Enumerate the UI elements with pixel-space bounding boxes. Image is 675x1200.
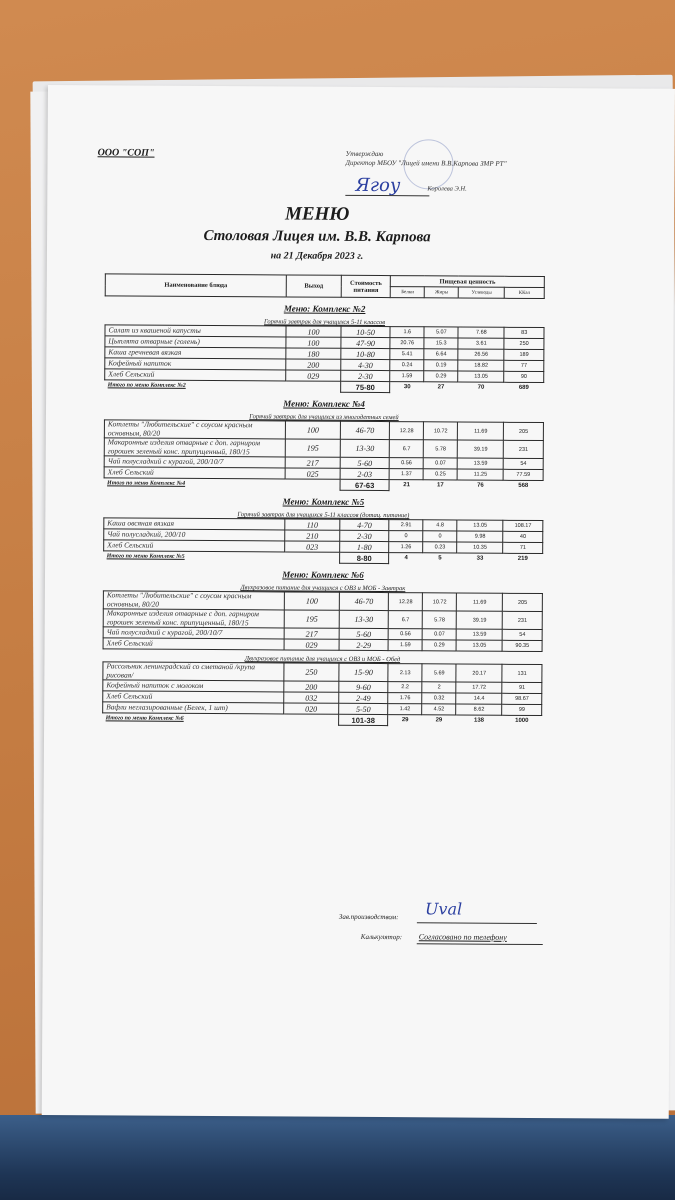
total-cost: 8-80 (340, 552, 389, 563)
dish-fat: 5.78 (422, 611, 456, 629)
company-name: ООО "СОП" (97, 147, 155, 159)
dish-name: Хлеб Сельский (104, 540, 285, 552)
dish-output: 110 (285, 519, 340, 530)
dish-carbs: 3.61 (458, 338, 504, 349)
dish-kcal: 205 (503, 593, 543, 611)
director-signature: Ягоу (355, 174, 401, 197)
col-kcal: ККал (505, 287, 545, 298)
dish-cost: 2-49 (339, 692, 388, 703)
dish-name: Каша гречневая вязкая (105, 347, 286, 359)
dish-carbs: 8.62 (456, 704, 502, 715)
dish-cost: 4-30 (341, 359, 390, 370)
dish-kcal: 99 (502, 704, 542, 715)
dish-fat: 0.32 (422, 693, 456, 704)
total-protein: 30 (403, 384, 411, 391)
dish-cost: 9-60 (339, 681, 388, 692)
dish-cost: 13-30 (339, 610, 388, 628)
dish-carbs: 10.35 (457, 542, 503, 553)
dish-carbs: 11.69 (458, 422, 504, 440)
dish-output: 100 (285, 421, 340, 439)
dish-fat: 10.72 (423, 593, 457, 611)
total-fat: 17 (437, 482, 444, 489)
dish-name: Хлеб Сельский (105, 369, 286, 381)
col-protein: Белки (391, 287, 425, 298)
dish-output: 100 (286, 337, 341, 348)
col-carbs: Углеводы (459, 287, 505, 298)
dish-carbs: 11.25 (457, 469, 503, 480)
dish-output: 200 (286, 359, 341, 370)
total-carbs: 138 (473, 717, 485, 724)
section-title: Меню: Комплекс №2 (283, 303, 366, 314)
dish-fat: 2 (422, 682, 456, 693)
dish-protein: 0 (389, 531, 423, 542)
dish-carbs: 18.82 (458, 360, 504, 371)
dish-protein: 0.24 (390, 360, 424, 371)
dish-protein: 2.2 (388, 682, 422, 693)
total-kcal: 1000 (515, 718, 529, 725)
dish-output: 023 (285, 541, 340, 552)
dish-kcal: 131 (502, 664, 542, 682)
dish-kcal: 40 (503, 531, 543, 542)
dish-cost: 2-29 (339, 639, 388, 650)
dish-kcal: 231 (503, 611, 543, 629)
total-kcal: 689 (518, 385, 529, 392)
dish-fat: 0.25 (423, 469, 457, 480)
dish-fat: 0.23 (423, 542, 457, 553)
dish-fat: 0.29 (422, 640, 456, 651)
total-carbs: 33 (476, 555, 484, 562)
dish-output: 020 (284, 703, 339, 714)
dish-carbs: 7.68 (458, 327, 504, 338)
col-fat: Жиры (425, 287, 459, 298)
dish-kcal: 54 (503, 629, 543, 640)
dish-carbs: 13.05 (457, 520, 503, 531)
dish-protein: 1.26 (389, 542, 423, 553)
dish-carbs: 13.59 (456, 629, 502, 640)
dish-protein: 6.7 (390, 440, 424, 458)
menu-document (42, 85, 675, 1119)
dish-output: 250 (284, 663, 339, 681)
calc-value: Согласовано по телефону (418, 932, 507, 942)
dish-carbs: 39.19 (457, 611, 503, 629)
producer-signature: Uval (424, 899, 463, 919)
dish-cost: 15-90 (339, 663, 388, 681)
dish-output: 100 (284, 592, 339, 610)
producer-line (417, 922, 537, 924)
dish-kcal: 71 (503, 542, 543, 553)
total-cost: 67-63 (340, 479, 389, 490)
dish-protein: 1.37 (389, 469, 423, 480)
group-subtitle: Двухразовое питание для учащихся с ОВЗ и МОБ - Завтрак (240, 584, 406, 593)
dish-kcal: 90.35 (502, 640, 542, 651)
dish-fat: 0.29 (424, 371, 458, 382)
col-name: Наименование блюда (105, 274, 286, 297)
total-fat: 29 (435, 717, 443, 724)
total-kcal: 568 (518, 483, 529, 490)
total-label: Итого по меню Комплекс №2 (107, 382, 186, 390)
group-subtitle: Горячий завтрак для учащихся 5-11 классов (264, 318, 386, 327)
col-output: Выход (286, 275, 341, 297)
dish-protein: 1.59 (390, 371, 424, 382)
total-protein: 21 (403, 482, 410, 489)
dish-name: Салат из квашеной капусты (105, 325, 286, 337)
dish-carbs: 13.05 (456, 640, 502, 651)
dish-protein: 6.7 (388, 611, 422, 629)
dish-protein: 0.56 (388, 629, 422, 640)
dish-carbs: 13.59 (457, 458, 503, 469)
calc-line (417, 943, 543, 945)
dish-protein: 2.13 (388, 664, 422, 682)
dish-carbs: 20.17 (456, 664, 502, 682)
table-row (103, 609, 542, 630)
dish-name: Макаронные изделия отварные с доп. гарниром горошек зеленый конс. припущенный, 180/15 (104, 438, 285, 457)
dish-name: Хлеб Сельский (104, 467, 285, 479)
group-subtitle: Горячий завтрак для учащихся из многодетных семей (249, 413, 399, 422)
dish-kcal: 90 (504, 371, 544, 382)
dish-output: 217 (284, 628, 339, 639)
dish-fat: 5.07 (424, 327, 458, 338)
producer-label: Зав.производством: (338, 912, 399, 922)
approval-block: Утверждаю Директор МБОУ "Лицей имени В.В.Карпова ЗМР РТ" (345, 149, 507, 168)
dish-cost: 2-30 (341, 370, 390, 381)
total-protein: 4 (404, 555, 408, 562)
dish-carbs: 11.69 (457, 593, 503, 611)
dish-kcal: 231 (504, 440, 544, 458)
dish-fat: 5.78 (424, 440, 458, 458)
dish-name: Чай полусладкий с курагой, 200/10/7 (103, 627, 284, 639)
dish-fat: 6.64 (424, 349, 458, 360)
dish-kcal: 250 (504, 338, 544, 349)
dish-cost: 4-70 (340, 519, 389, 530)
dish-output: 195 (285, 439, 340, 457)
menu-date: на 21 Декабря 2023 г. (270, 250, 364, 262)
total-carbs: 76 (477, 482, 484, 489)
dish-name: Котлеты "Любительские" с соусом красным основным, 80/20 (103, 591, 284, 610)
dish-kcal: 77.59 (504, 469, 544, 480)
dish-kcal: 54 (504, 458, 544, 469)
dish-carbs: 13.05 (458, 371, 504, 382)
section-title: Меню: Комплекс №4 (283, 398, 365, 409)
dish-output: 200 (284, 681, 339, 692)
dish-kcal: 77 (504, 360, 544, 371)
menu-table (102, 273, 545, 727)
dish-cost: 46-70 (340, 421, 389, 439)
calc-label: Калькулятор: (360, 932, 403, 942)
dish-name: Рассольник ленинградский со сметаной /крупа рисовая/ (103, 662, 284, 681)
floor-background (0, 1115, 675, 1200)
total-label: Итого по меню Комплекс №5 (106, 553, 185, 561)
page-subtitle: Столовая Лицея им. В.В. Карпова (203, 227, 431, 246)
section-title: Меню: Комплекс №6 (282, 569, 364, 580)
dish-name: Кофейный напиток с молоком (103, 680, 284, 692)
dish-fat: 15.3 (424, 338, 458, 349)
dish-cost: 46-70 (339, 592, 388, 610)
dish-fat: 5.69 (422, 664, 456, 682)
dish-output: 100 (286, 326, 341, 337)
dish-cost: 5-50 (339, 703, 388, 714)
total-cost: 75-80 (341, 381, 390, 392)
dish-name: Чай полусладкий, 200/10 (104, 529, 285, 541)
dish-protein: 12.28 (389, 593, 423, 611)
dish-name: Чай полусладкий с курагой, 200/10/7 (104, 456, 285, 468)
dish-fat: 0.19 (424, 360, 458, 371)
dish-cost: 1-80 (340, 541, 389, 552)
dish-cost: 2-03 (340, 468, 389, 479)
dish-output: 029 (284, 639, 339, 650)
dish-output: 180 (286, 348, 341, 359)
dish-output: 217 (285, 457, 340, 468)
dish-output: 210 (285, 530, 340, 541)
dish-kcal: 108.17 (503, 520, 543, 531)
dish-name: Макаронные изделия отварные с доп. гарниром горошек зеленый конс. припущенный, 180/15 (103, 609, 284, 628)
dish-fat: 0.07 (423, 458, 457, 469)
dish-name: Цыплята отварные (голень) (105, 336, 286, 348)
group-subtitle: Двухразовое питание для учащихся с ОВЗ и МОБ - Обед (244, 655, 401, 664)
dish-protein: 1.6 (390, 327, 424, 338)
total-cost: 101-38 (339, 714, 388, 725)
dish-carbs: 26.56 (458, 349, 504, 360)
total-carbs: 70 (477, 384, 485, 391)
dish-kcal: 83 (504, 327, 544, 338)
dish-protein: 20.76 (390, 338, 424, 349)
dish-carbs: 9.98 (457, 531, 503, 542)
dish-protein: 5.41 (390, 349, 424, 360)
approval-name: Королева Э.Н. (427, 185, 467, 193)
dish-name: Хлеб Сельский (103, 691, 284, 703)
col-value: Пищевая ценность (391, 276, 545, 288)
dish-name: Каша овсяная вязкая (104, 518, 285, 530)
dish-protein: 0.56 (389, 458, 423, 469)
dish-kcal: 98.67 (502, 693, 542, 704)
dish-protein: 12.28 (390, 422, 424, 440)
dish-name: Хлеб Сельский (103, 638, 284, 650)
dish-fat: 0 (423, 531, 457, 542)
dish-fat: 4.8 (423, 520, 457, 531)
dish-output: 195 (284, 610, 339, 628)
dish-name: Вафли неглазированные (Белек, 1 шт) (103, 702, 284, 714)
section-title: Меню: Комплекс №5 (282, 496, 365, 507)
total-row (103, 713, 542, 727)
total-fat: 27 (437, 384, 445, 391)
dish-carbs: 39.19 (458, 440, 504, 458)
total-fat: 5 (438, 555, 442, 562)
dish-kcal: 205 (504, 422, 544, 440)
page-title: МЕНЮ (284, 203, 350, 225)
dish-cost: 10-80 (341, 348, 390, 359)
dish-cost: 47-90 (341, 337, 390, 348)
group-subtitle: Горячий завтрак для учащихся 5-11 классов (дотац. питание) (237, 511, 410, 520)
total-label: Итого по меню Комплекс №6 (105, 715, 184, 723)
dish-carbs: 14.4 (456, 693, 502, 704)
dish-kcal: 91 (502, 682, 542, 693)
dish-fat: 10.72 (424, 422, 458, 440)
dish-protein: 1.42 (388, 704, 422, 715)
dish-cost: 13-30 (340, 439, 389, 457)
total-kcal: 219 (517, 556, 528, 563)
col-cost: Стоимость питания (341, 275, 391, 297)
table-row (104, 438, 543, 459)
dish-protein: 2.91 (389, 520, 423, 531)
total-label: Итого по меню Комплекс №4 (107, 480, 186, 488)
dish-cost: 5-60 (340, 457, 389, 468)
dish-name: Котлеты "Любительские" с соусом красным основным, 80/20 (104, 420, 285, 439)
dish-output: 029 (286, 370, 341, 381)
dish-cost: 2-30 (340, 530, 389, 541)
dish-output: 025 (285, 468, 340, 479)
dish-name: Кофейный напиток (105, 358, 286, 370)
dish-kcal: 189 (504, 349, 544, 360)
dish-protein: 1.59 (388, 640, 422, 651)
dish-output: 032 (284, 692, 339, 703)
dish-fat: 0.07 (422, 629, 456, 640)
dish-cost: 10-50 (341, 326, 390, 337)
dish-fat: 4.52 (422, 704, 456, 715)
total-protein: 29 (401, 717, 409, 724)
dish-cost: 5-60 (339, 628, 388, 639)
dish-protein: 1.76 (388, 693, 422, 704)
dish-carbs: 17.72 (456, 682, 502, 693)
